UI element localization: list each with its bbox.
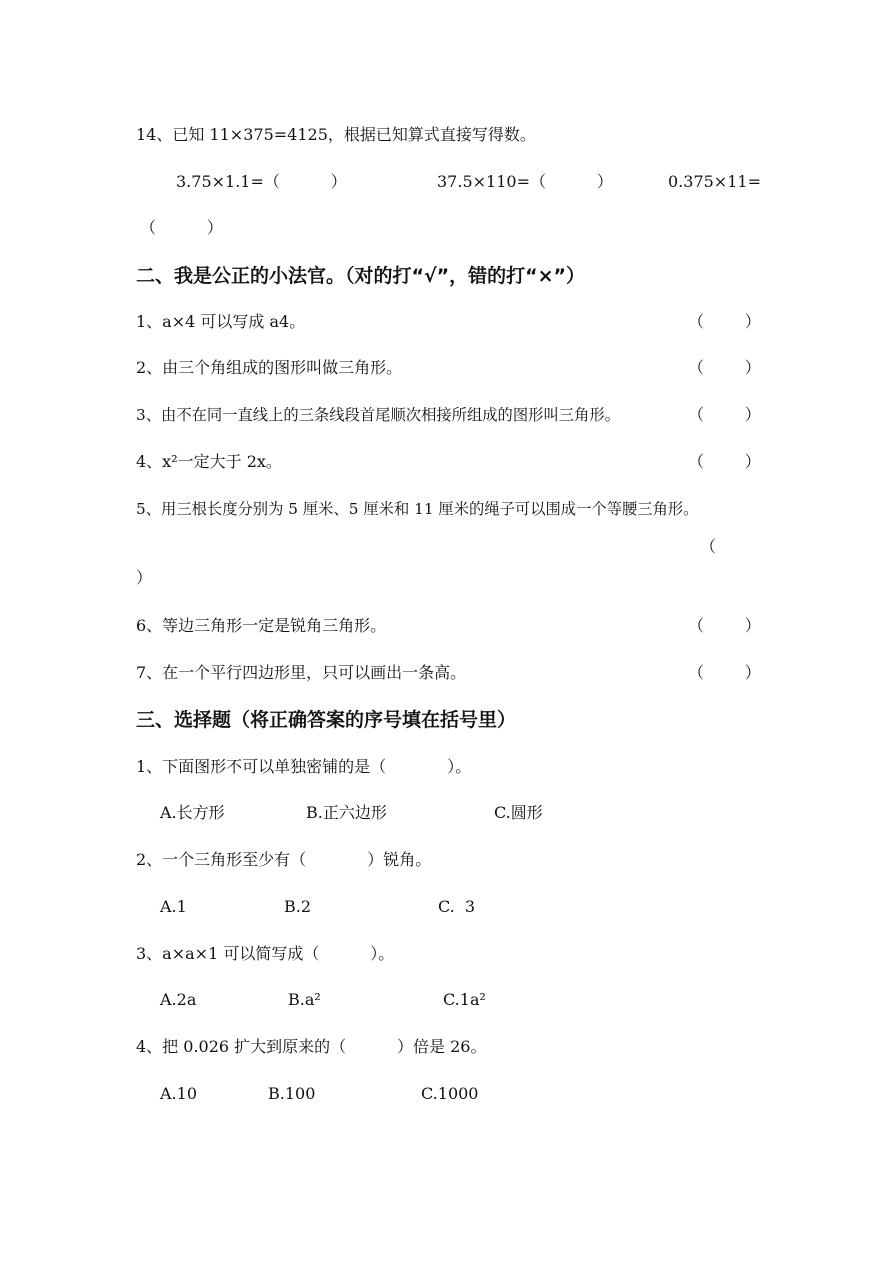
q14-stem: 14、已知 11×375=4125，根据已知算式直接写得数。 (136, 125, 536, 144)
s3-q4-option-b: B.100 (268, 1084, 316, 1103)
s3-q4-stem: 4、把 0.026 扩大到原来的（ ）倍是 26。 (136, 1037, 487, 1056)
s2-item-3-paren: （ ） (688, 405, 761, 424)
s3-q1-stem: 1、下面图形不可以单独密铺的是（ ）。 (136, 757, 472, 776)
section3-heading: 三、选择题（将正确答案的序号填在括号里） (136, 709, 517, 731)
s3-q1-option-b: B.正六边形 (306, 803, 387, 822)
s3-q3-option-a: A.2a (160, 990, 197, 1009)
s2-item-2: 2、由三个角组成的图形叫做三角形。 (136, 358, 403, 377)
s3-q4-option-c: C.1000 (421, 1084, 479, 1103)
s3-q3-option-b: B.a² (288, 990, 321, 1009)
s2-item-5-paren-close: ） (136, 568, 153, 587)
s2-item-2-paren: （ ） (688, 358, 761, 377)
s2-item-1-paren: （ ） (688, 312, 761, 331)
s2-item-1: 1、a×4 可以写成 a4。 (136, 312, 306, 331)
q14-item-3-answer-paren: （ ） (140, 218, 223, 237)
s3-q3-option-c: C.1a² (443, 990, 486, 1009)
s2-item-4-paren: （ ） (688, 452, 761, 471)
section2-heading: 二、我是公正的小法官。（对的打“√”，错的打“×”） (136, 265, 586, 287)
s2-item-5-paren-open: （ (700, 537, 717, 556)
s3-q2-option-c: C. 3 (438, 897, 476, 916)
s3-q4-option-a: A.10 (160, 1084, 197, 1103)
q14-item-3: 0.375×11= (668, 172, 761, 191)
s3-q2-option-b: B.2 (284, 897, 312, 916)
s3-q3-stem: 3、a×a×1 可以简写成（ ）。 (136, 944, 395, 963)
s2-item-7-paren: （ ） (688, 663, 761, 682)
s3-q2-option-a: A.1 (160, 897, 187, 916)
s2-item-3: 3、由不在同一直线上的三条线段首尾顺次相接所组成的图形叫三角形。 (136, 406, 620, 424)
s2-item-6: 6、等边三角形一定是锐角三角形。 (136, 616, 387, 635)
s2-item-6-paren: （ ） (688, 616, 761, 635)
s2-item-7: 7、在一个平行四边形里，只可以画出一条高。 (136, 663, 467, 682)
q14-item-2: 37.5×110=（ ） (437, 172, 613, 191)
s3-q1-option-c: C.圆形 (494, 803, 543, 822)
q14-item-1: 3.75×1.1=（ ） (176, 172, 347, 191)
s2-item-4: 4、x²一定大于 2x。 (136, 452, 282, 471)
s3-q2-stem: 2、一个三角形至少有（ ）锐角。 (136, 850, 432, 869)
s3-q1-option-a: A.长方形 (160, 803, 225, 822)
s2-item-5: 5、用三根长度分别为 5 厘米、5 厘米和 11 厘米的绳子可以围成一个等腰三角形。 (136, 500, 699, 518)
